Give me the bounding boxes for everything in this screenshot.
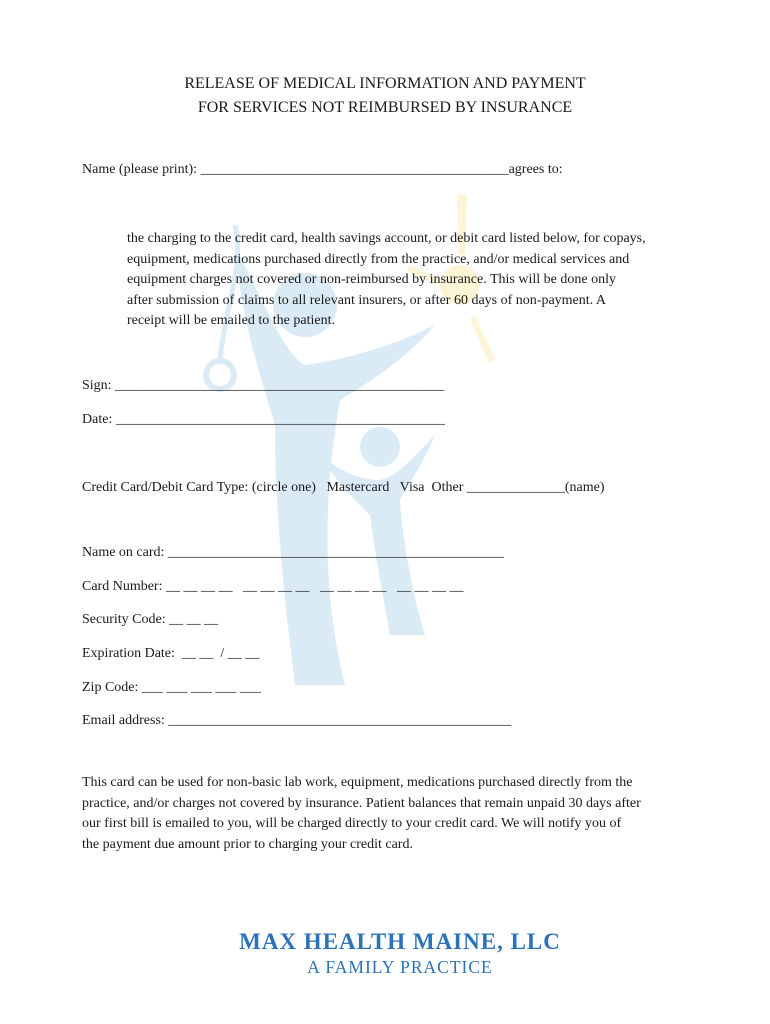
agreement-line: equipment charges not covered or non-reimbursed by insurance. This will be done only [127,272,616,287]
email-address-field[interactable]: Email address: _________________________________________________ [82,713,512,728]
card-usage-note [82,773,641,855]
signature-field[interactable]: Sign: _______________________________________________ [82,378,445,393]
expiration-date-field[interactable]: Expiration Date: __ __ / __ __ [82,646,260,661]
patient-name-field[interactable]: Name (please print): ____________________________________________agrees to: [82,162,563,177]
practice-tagline: A FAMILY PRACTICE [307,957,493,977]
note-line: our first bill is emailed to you, will be charged directly to your credit card. We will notify you of [82,816,622,831]
title-line-2: FOR SERVICES NOT REIMBURSED BY INSURANCE [197,99,573,116]
card-number-field[interactable]: Card Number: __ __ __ __ __ __ __ __ __ __ __ __ __ __ __ __ [82,579,464,594]
document-title [0,72,770,120]
name-on-card-field[interactable]: Name on card: ________________________________________________ [82,545,504,560]
security-code-field[interactable]: Security Code: __ __ __ [82,612,219,627]
note-line: practice, and/or charges not covered by insurance. Patient balances that remain unpaid 30 days after [82,795,641,811]
practice-name: MAX HEALTH MAINE, LLC [239,929,561,954]
card-type-field[interactable]: Credit Card/Debit Card Type: (circle one) Mastercard Visa Other ______________(name) [82,480,605,495]
child-head [360,427,400,467]
note-line: the payment due amount prior to charging your credit card. [82,836,413,852]
practice-logo [0,928,770,978]
agreement-paragraph [127,229,646,332]
agreement-line: equipment, medications purchased directly from the practice, and/or medical services and [127,251,630,267]
zip-code-field[interactable]: Zip Code: ___ ___ ___ ___ ___ [82,680,261,695]
date-field[interactable]: Date: _______________________________________________ [82,412,445,427]
note-line: This card can be used for non-basic lab work, equipment, medications purchased directly from the [82,775,633,790]
agreement-line: after submission of claims to all relevant insurers, or after 60 days of non-payment. A [127,292,606,308]
agreement-line: receipt will be emailed to the patient. [127,313,335,328]
agreement-line: the charging to the credit card, health savings account, or debit card listed below, for copays, [127,231,646,246]
title-line-1: RELEASE OF MEDICAL INFORMATION AND PAYMENT [184,75,586,92]
